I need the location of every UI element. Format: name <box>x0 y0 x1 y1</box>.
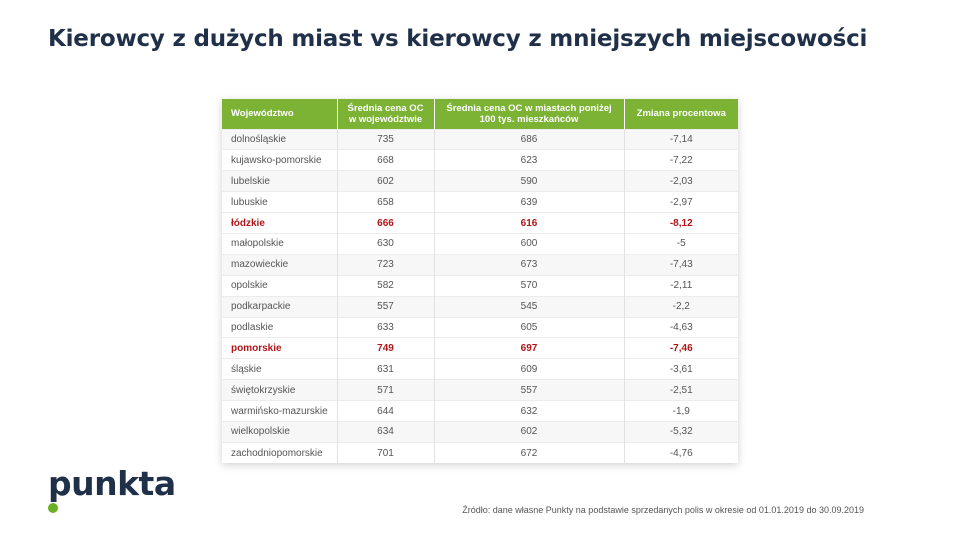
punkta-logo: punkta <box>48 464 176 503</box>
change-cell: -2,97 <box>624 192 738 213</box>
table-body <box>222 129 738 463</box>
region-cell: lubelskie <box>222 171 337 192</box>
avg-small-towns-cell: 590 <box>434 171 624 192</box>
change-cell: -5 <box>624 233 738 254</box>
avg-voivodeship-cell: 571 <box>337 380 434 401</box>
table-row <box>222 233 738 254</box>
avg-small-towns-cell: 609 <box>434 359 624 380</box>
avg-small-towns-cell: 673 <box>434 254 624 275</box>
avg-voivodeship-cell: 666 <box>337 213 434 234</box>
avg-voivodeship-cell: 723 <box>337 254 434 275</box>
change-cell: -2,51 <box>624 380 738 401</box>
source-note: Źródło: dane własne Punkty na podstawie sprzedanych polis w okresie od 01.01.2019 do 30.09.2019 <box>462 505 864 515</box>
change-cell: -2,11 <box>624 275 738 296</box>
region-cell: lubuskie <box>222 192 337 213</box>
region-cell: opolskie <box>222 275 337 296</box>
region-cell: zachodniopomorskie <box>222 442 337 463</box>
avg-small-towns-cell: 600 <box>434 233 624 254</box>
avg-voivodeship-cell: 644 <box>337 401 434 422</box>
region-cell: wielkopolskie <box>222 421 337 442</box>
region-cell: kujawsko-pomorskie <box>222 150 337 171</box>
change-cell: -7,46 <box>624 338 738 359</box>
table-row <box>222 401 738 422</box>
region-cell: mazowieckie <box>222 254 337 275</box>
table-row <box>222 338 738 359</box>
table-row <box>222 296 738 317</box>
change-cell: -2,03 <box>624 171 738 192</box>
table-row <box>222 380 738 401</box>
change-cell: -7,14 <box>624 129 738 150</box>
change-cell: -1,9 <box>624 401 738 422</box>
avg-voivodeship-cell: 557 <box>337 296 434 317</box>
table-row <box>222 171 738 192</box>
change-cell: -3,61 <box>624 359 738 380</box>
column-header-change: Zmiana procentowa <box>624 99 738 129</box>
region-cell: dolnośląskie <box>222 129 337 150</box>
avg-voivodeship-cell: 634 <box>337 421 434 442</box>
table-row <box>222 275 738 296</box>
region-cell: łódzkie <box>222 213 337 234</box>
change-cell: -8,12 <box>624 213 738 234</box>
table-row <box>222 359 738 380</box>
region-cell: pomorskie <box>222 338 337 359</box>
avg-small-towns-cell: 623 <box>434 150 624 171</box>
avg-voivodeship-cell: 735 <box>337 129 434 150</box>
column-header-avg-small-towns: Średnia cena OC w miastach poniżej 100 tys. mieszkańców <box>434 99 624 129</box>
avg-voivodeship-cell: 630 <box>337 233 434 254</box>
change-cell: -4,76 <box>624 442 738 463</box>
table-row <box>222 213 738 234</box>
logo-dot-icon <box>48 503 58 513</box>
change-cell: -5,32 <box>624 421 738 442</box>
avg-voivodeship-cell: 602 <box>337 171 434 192</box>
avg-voivodeship-cell: 668 <box>337 150 434 171</box>
avg-small-towns-cell: 639 <box>434 192 624 213</box>
avg-voivodeship-cell: 631 <box>337 359 434 380</box>
avg-small-towns-cell: 570 <box>434 275 624 296</box>
region-cell: podlaskie <box>222 317 337 338</box>
avg-small-towns-cell: 686 <box>434 129 624 150</box>
table-header-row <box>222 99 738 129</box>
change-cell: -7,22 <box>624 150 738 171</box>
avg-small-towns-cell: 602 <box>434 421 624 442</box>
avg-small-towns-cell: 632 <box>434 401 624 422</box>
region-cell: śląskie <box>222 359 337 380</box>
table-row <box>222 442 738 463</box>
page-title: Kierowcy z dużych miast vs kierowcy z mniejszych miejscowości <box>48 26 868 52</box>
region-cell: świętokrzyskie <box>222 380 337 401</box>
region-cell: podkarpackie <box>222 296 337 317</box>
change-cell: -4,63 <box>624 317 738 338</box>
change-cell: -7,43 <box>624 254 738 275</box>
change-cell: -2,2 <box>624 296 738 317</box>
avg-voivodeship-cell: 749 <box>337 338 434 359</box>
column-header-region: Województwo <box>222 99 337 129</box>
table-row <box>222 254 738 275</box>
table-row <box>222 421 738 442</box>
table-row <box>222 192 738 213</box>
column-header-avg-voivodeship: Średnia cena OC w województwie <box>337 99 434 129</box>
price-table <box>222 99 738 463</box>
avg-small-towns-cell: 697 <box>434 338 624 359</box>
avg-small-towns-cell: 557 <box>434 380 624 401</box>
avg-small-towns-cell: 605 <box>434 317 624 338</box>
table-row <box>222 150 738 171</box>
avg-voivodeship-cell: 633 <box>337 317 434 338</box>
table-row <box>222 317 738 338</box>
avg-small-towns-cell: 616 <box>434 213 624 234</box>
avg-voivodeship-cell: 582 <box>337 275 434 296</box>
avg-voivodeship-cell: 701 <box>337 442 434 463</box>
avg-small-towns-cell: 545 <box>434 296 624 317</box>
table-row <box>222 129 738 150</box>
avg-small-towns-cell: 672 <box>434 442 624 463</box>
avg-voivodeship-cell: 658 <box>337 192 434 213</box>
region-cell: warmińsko-mazurskie <box>222 401 337 422</box>
price-table-container <box>222 99 738 463</box>
region-cell: małopolskie <box>222 233 337 254</box>
